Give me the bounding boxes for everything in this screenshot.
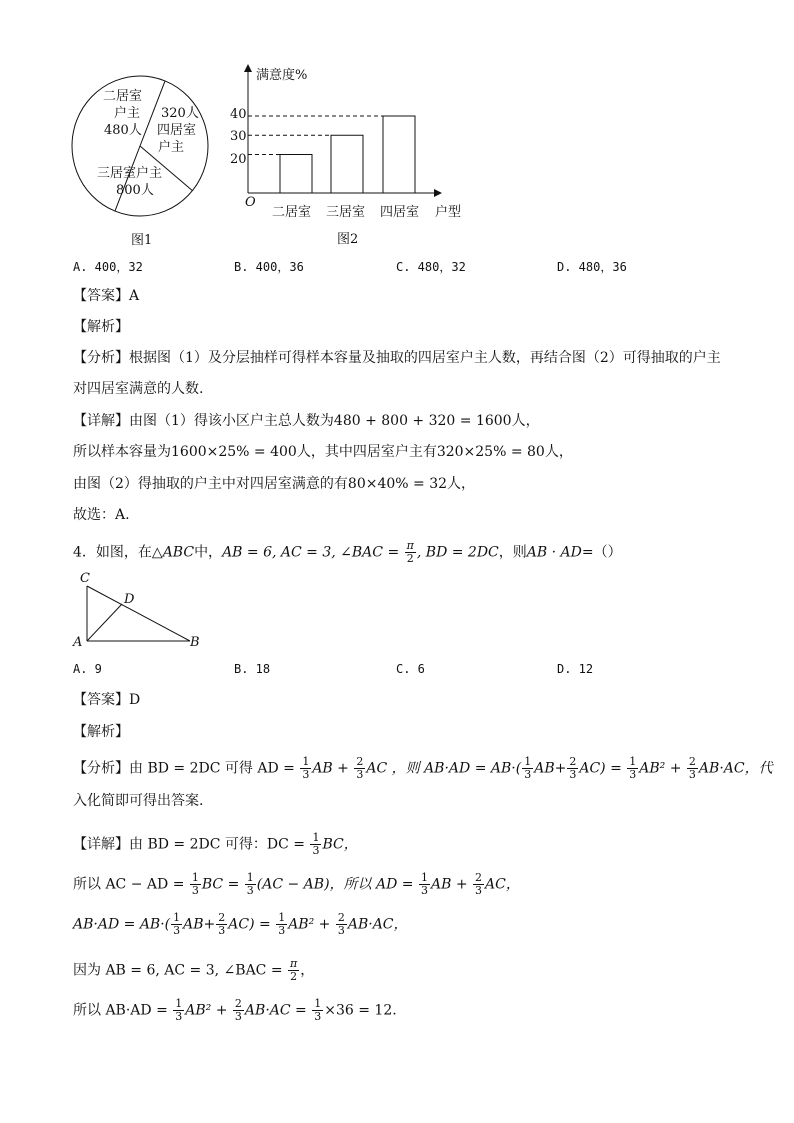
xtick-4br: 四居室 [380, 205, 420, 220]
q3-answer: 【答案】A [73, 288, 140, 304]
fig2-caption: 图2 [337, 232, 359, 247]
pie-label-3br-l1: 三居室户主 [97, 166, 163, 181]
q4-option-a: A. 9 [73, 662, 102, 676]
bar-2 [383, 116, 415, 193]
q4-option-d: D. 12 [557, 662, 594, 676]
pie-label-4br-l2: 四居室 [157, 123, 197, 138]
tri-label-b: B [190, 635, 200, 650]
q3-option-c: C. 480，32 [396, 260, 466, 274]
q4-detail-line4: 因为 AB = 6, AC = 3, ∠BAC = $\frac{\pi}{2}$ ， [73, 957, 315, 983]
q3-conclusion: 故选：A. [73, 507, 130, 523]
q3-fenxi-line2: 对四居室满意的人数. [73, 381, 204, 397]
frac-pi-2: $\frac{\pi}{2}$ [406, 539, 414, 565]
q3-detail-line2: 所以样本容量为1600×25% = 400人，其中四居室户主有320×25% = 80人， [73, 444, 573, 460]
fig2-ylabel: 满意度% [256, 68, 308, 83]
pie-label-2br-l2: 户主 [114, 106, 141, 121]
q3-fenxi-line1: 【分析】根据图（1）及分层抽样可得样本容量及抽取的四居室户主人数，再结合图（2）可得抽取的户主 [73, 350, 721, 366]
q3-option-b: B. 400，36 [234, 260, 304, 274]
q4-detail-line1: 【详解】由 BD = 2DC 可得：DC = $\frac{1}{3}$ BC， [73, 831, 358, 857]
pie-label-4br-l3: 户主 [158, 140, 185, 155]
q4-detail-line5: 所以 AB·AD = $\frac{1}{3}$ AB² + $\frac{2}{3}$ AB·AC = $\frac{1}{3}$ ×36 = 12. [73, 997, 397, 1023]
bar-1 [331, 135, 363, 193]
q4-stem: 4．如图，在△ABC中，AB = 6, AC = 3, ∠BAC = $\frac{\pi}{2}$ , BD = 2DC，则AB · AD=（） [73, 539, 622, 565]
fig2-bar-chart [240, 62, 470, 222]
q3-option-d: D. 480，36 [557, 260, 627, 274]
bar-0 [280, 155, 312, 194]
q4-detail-line2: 所以 AC − AD = $\frac{1}{3}$ BC = $\frac{1}{3}$ (AC − AB)，所以 AD = $\frac{1}{3}$ AB + $\frac{2}{3}$ AC， [73, 871, 520, 897]
tri-label-c: C [80, 571, 90, 586]
xtick-2br: 二居室 [272, 205, 312, 220]
fig1-caption: 图1 [131, 233, 153, 248]
edge-cb [87, 586, 190, 641]
ytick-30: 30 [230, 129, 247, 144]
pie-label-4br-l1: 320人 [161, 106, 199, 121]
ytick-20: 20 [230, 152, 247, 167]
q3-analysis-tag: 【解析】 [73, 319, 129, 335]
pie-label-3br-l2: 800人 [116, 183, 154, 198]
q4-option-b: B. 18 [234, 662, 271, 676]
q3-detail-line1: 【详解】由图（1）得该小区户主总人数为480 + 800 + 320 = 1600人， [73, 413, 540, 429]
q4-detail-line3: AB·AD = AB·( $\frac{1}{3}$ AB+ $\frac{2}{3}$ AC) = $\frac{1}{3}$ AB² + $\frac{2}{3}$ AB·AC， [73, 911, 408, 937]
q4-option-c: C. 6 [396, 662, 425, 676]
q4-triangle-figure [70, 572, 210, 652]
q4-analysis-tag: 【解析】 [73, 724, 129, 740]
fig2-xlabel: 户型 [435, 205, 462, 220]
q4-answer: 【答案】D [73, 692, 141, 708]
pie-label-2br-l3: 480人 [104, 123, 142, 138]
xtick-3br: 三居室 [326, 205, 366, 220]
tri-label-a: A [73, 635, 83, 650]
q4-fenxi-line2: 入化简即可得出答案. [73, 793, 204, 809]
edge-ad [87, 604, 122, 641]
q3-detail-line3: 由图（2）得抽取的户主中对四居室满意的有80×40% = 32人， [73, 476, 476, 492]
ytick-40: 40 [230, 107, 247, 122]
q4-fenxi-line1: 【分析】由 BD = 2DC 可得 AD = $\frac{1}{3}$ AB + $\frac{2}{3}$ AC ，则 AB·AD = AB·( $\frac{1}{3}$ AB+ $\frac{2}{3}$ AC) = $\frac{1}{3}$ AB² + $\frac{2}{3}$ AB·AC，代 [73, 755, 773, 781]
tri-label-d: D [124, 592, 135, 607]
q3-option-a: A. 400，32 [73, 260, 143, 274]
pie-label-2br-l1: 二居室 [103, 89, 143, 104]
fig2-origin: O [245, 195, 256, 210]
